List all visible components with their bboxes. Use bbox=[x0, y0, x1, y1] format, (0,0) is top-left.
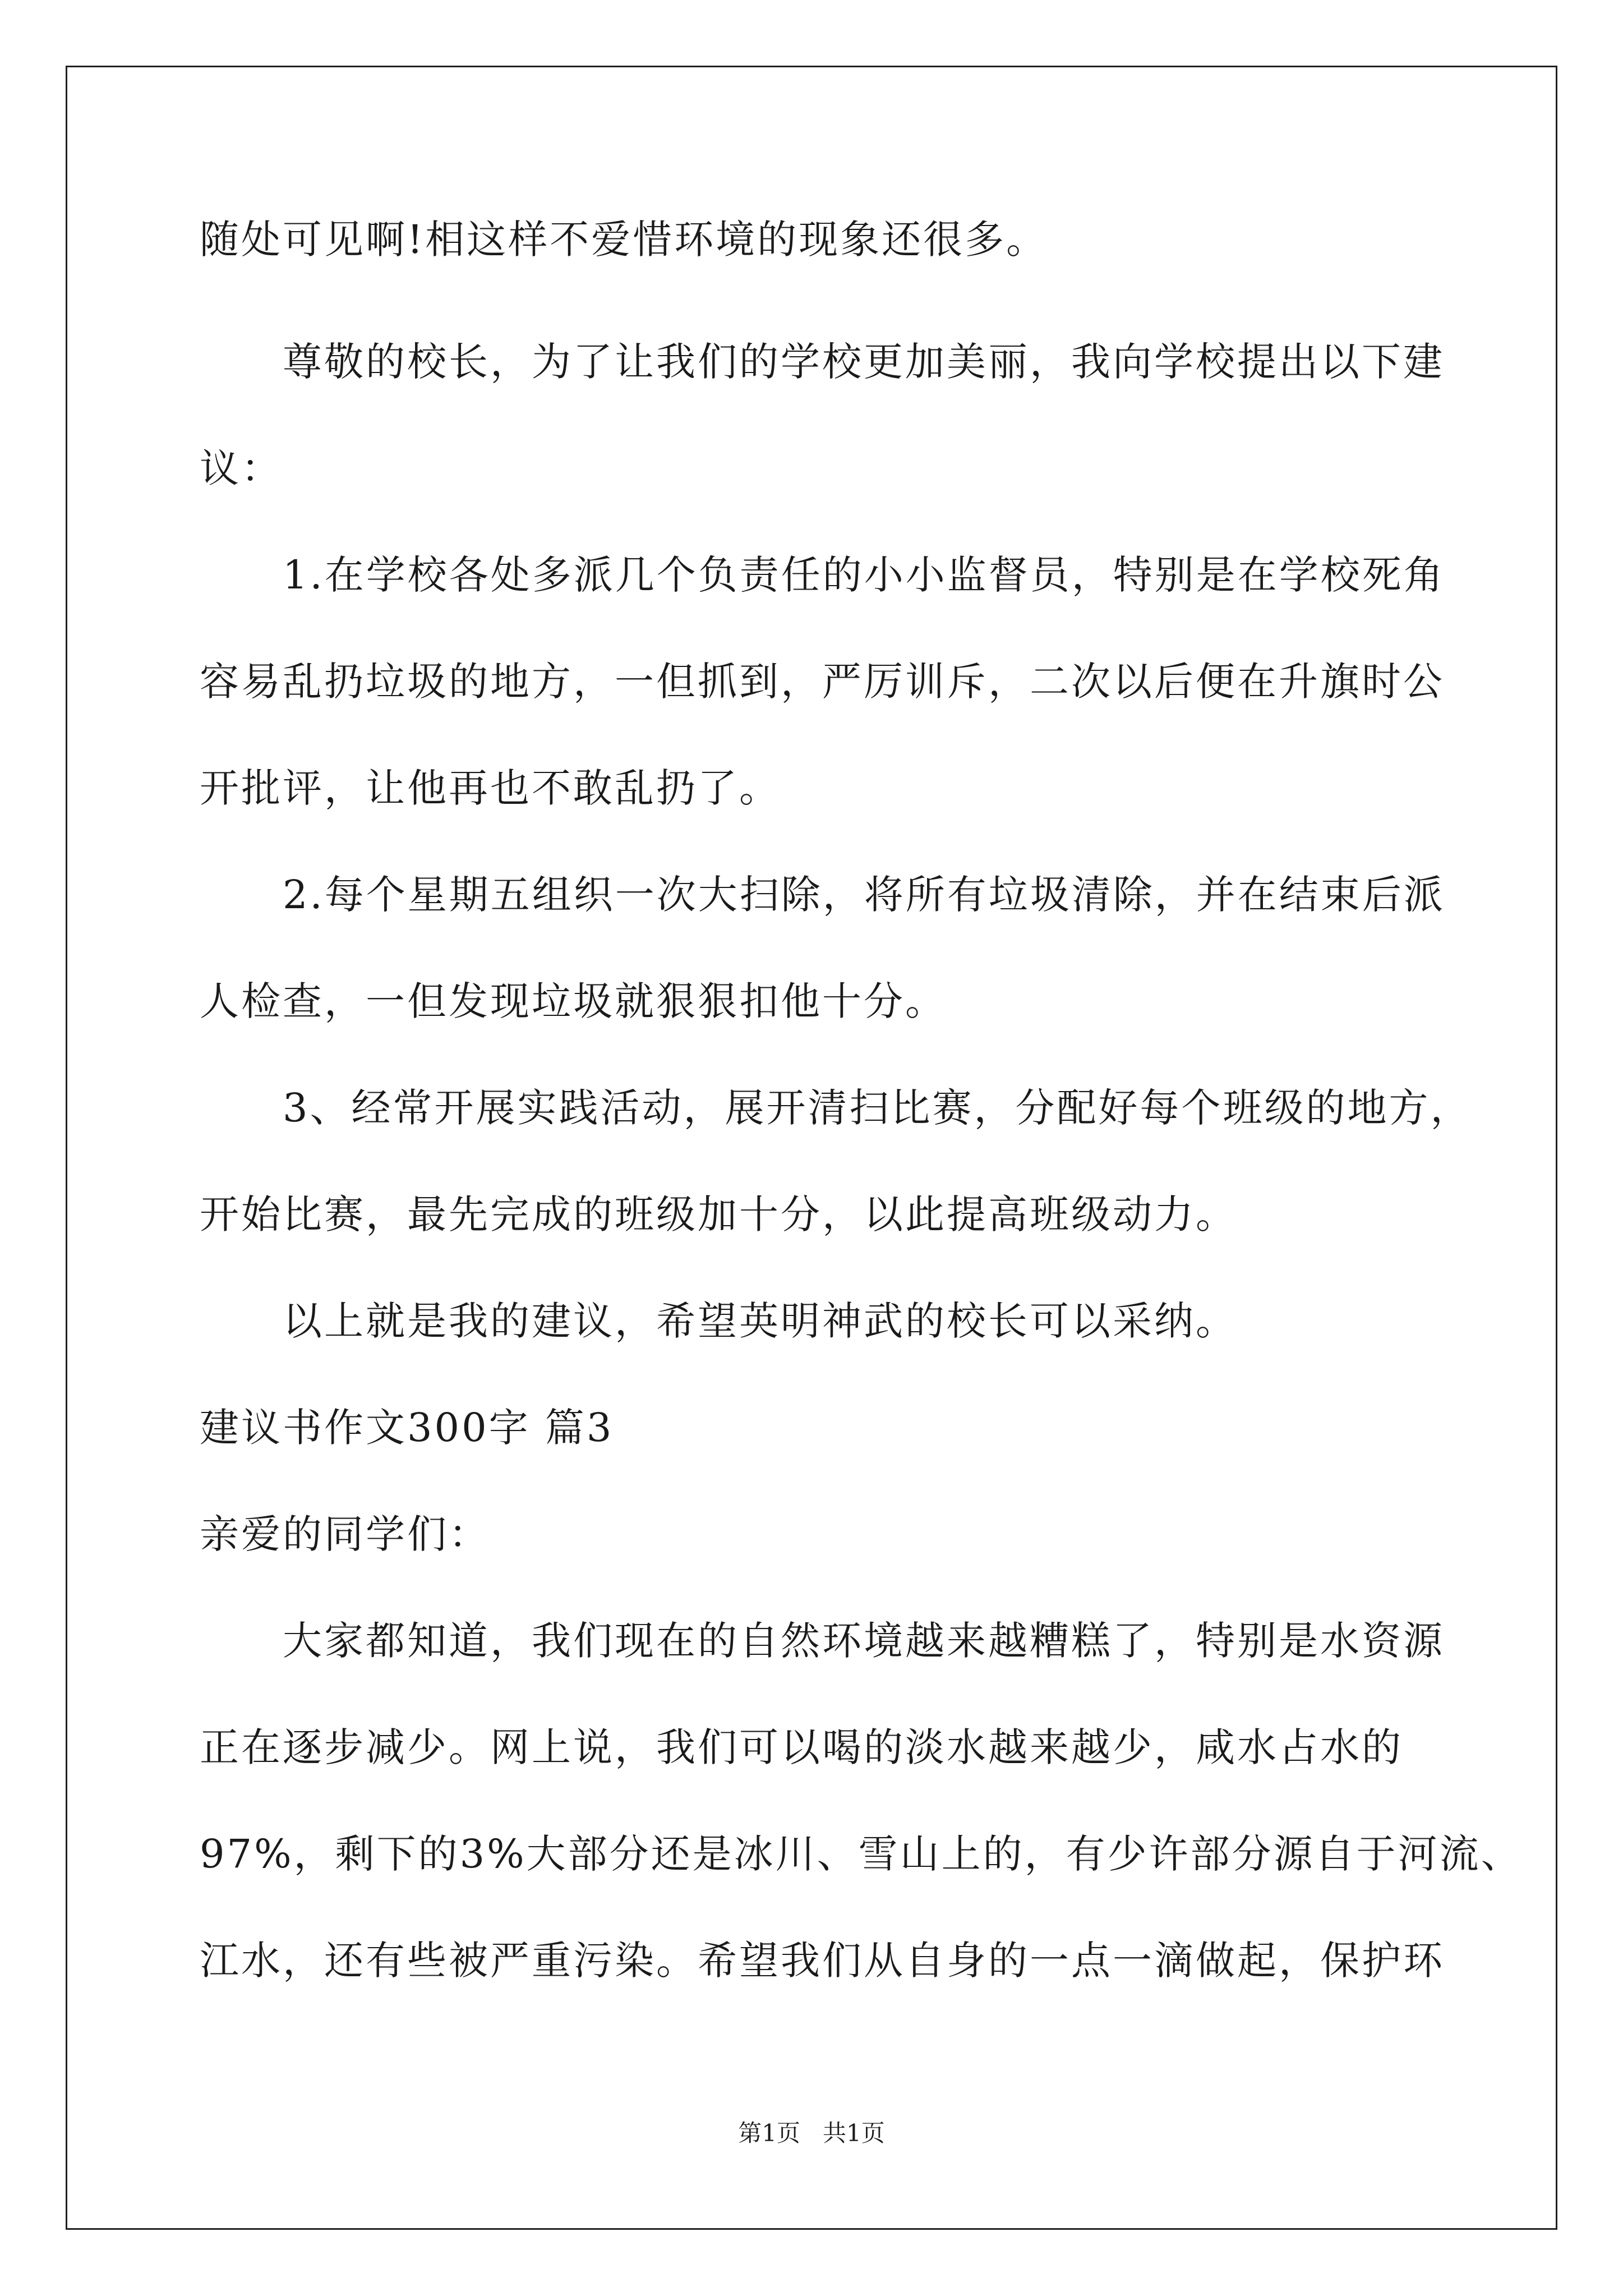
page-border bbox=[66, 66, 1557, 2230]
text-line: 随处可见啊!相这样不爱惜环境的现象还很多。 bbox=[200, 217, 1048, 263]
text-line: 1.在学校各处多派几个负责任的小小监督员，特别是在学校死角 bbox=[283, 552, 1445, 598]
text-line: 江水，还有些被严重污染。希望我们从自身的一点一滴做起，保护环 bbox=[200, 1938, 1445, 1984]
section-heading: 建议书作文300字 篇3 bbox=[200, 1405, 614, 1451]
text-line: 尊敬的校长，为了让我们的学校更加美丽，我向学校提出以下建 bbox=[283, 339, 1445, 385]
text-line: 以上就是我的建议，希望英明神武的校长可以采纳。 bbox=[283, 1298, 1237, 1344]
salutation: 亲爱的同学们： bbox=[200, 1511, 490, 1557]
page-footer: 第1页 共1页 bbox=[738, 2119, 885, 2147]
text-line: 2.每个星期五组织一次大扫除，将所有垃圾清除，并在结束后派 bbox=[283, 872, 1445, 918]
text-line: 议： bbox=[200, 445, 283, 491]
text-line: 开批评，让他再也不敢乱扔了。 bbox=[200, 765, 781, 811]
text-line: 人检查，一但发现垃圾就狠狠扣他十分。 bbox=[200, 978, 947, 1024]
text-line: 3、经常开展实践活动，展开清扫比赛，分配好每个班级的地方， bbox=[283, 1085, 1472, 1131]
text-line: 大家都知道，我们现在的自然环境越来越糟糕了，特别是水资源 bbox=[283, 1618, 1445, 1664]
text-line: 97%，剩下的3%大部分还是冰川、雪山上的，有少许部分源自于河流、 bbox=[200, 1831, 1523, 1877]
text-line: 开始比赛，最先完成的班级加十分，以此提高班级动力。 bbox=[200, 1191, 1237, 1237]
text-line: 正在逐步减少。网上说，我们可以喝的淡水越来越少，咸水占水的 bbox=[200, 1724, 1403, 1770]
text-line: 容易乱扔垃圾的地方，一但抓到，严厉训斥，二次以后便在升旗时公 bbox=[200, 659, 1445, 705]
